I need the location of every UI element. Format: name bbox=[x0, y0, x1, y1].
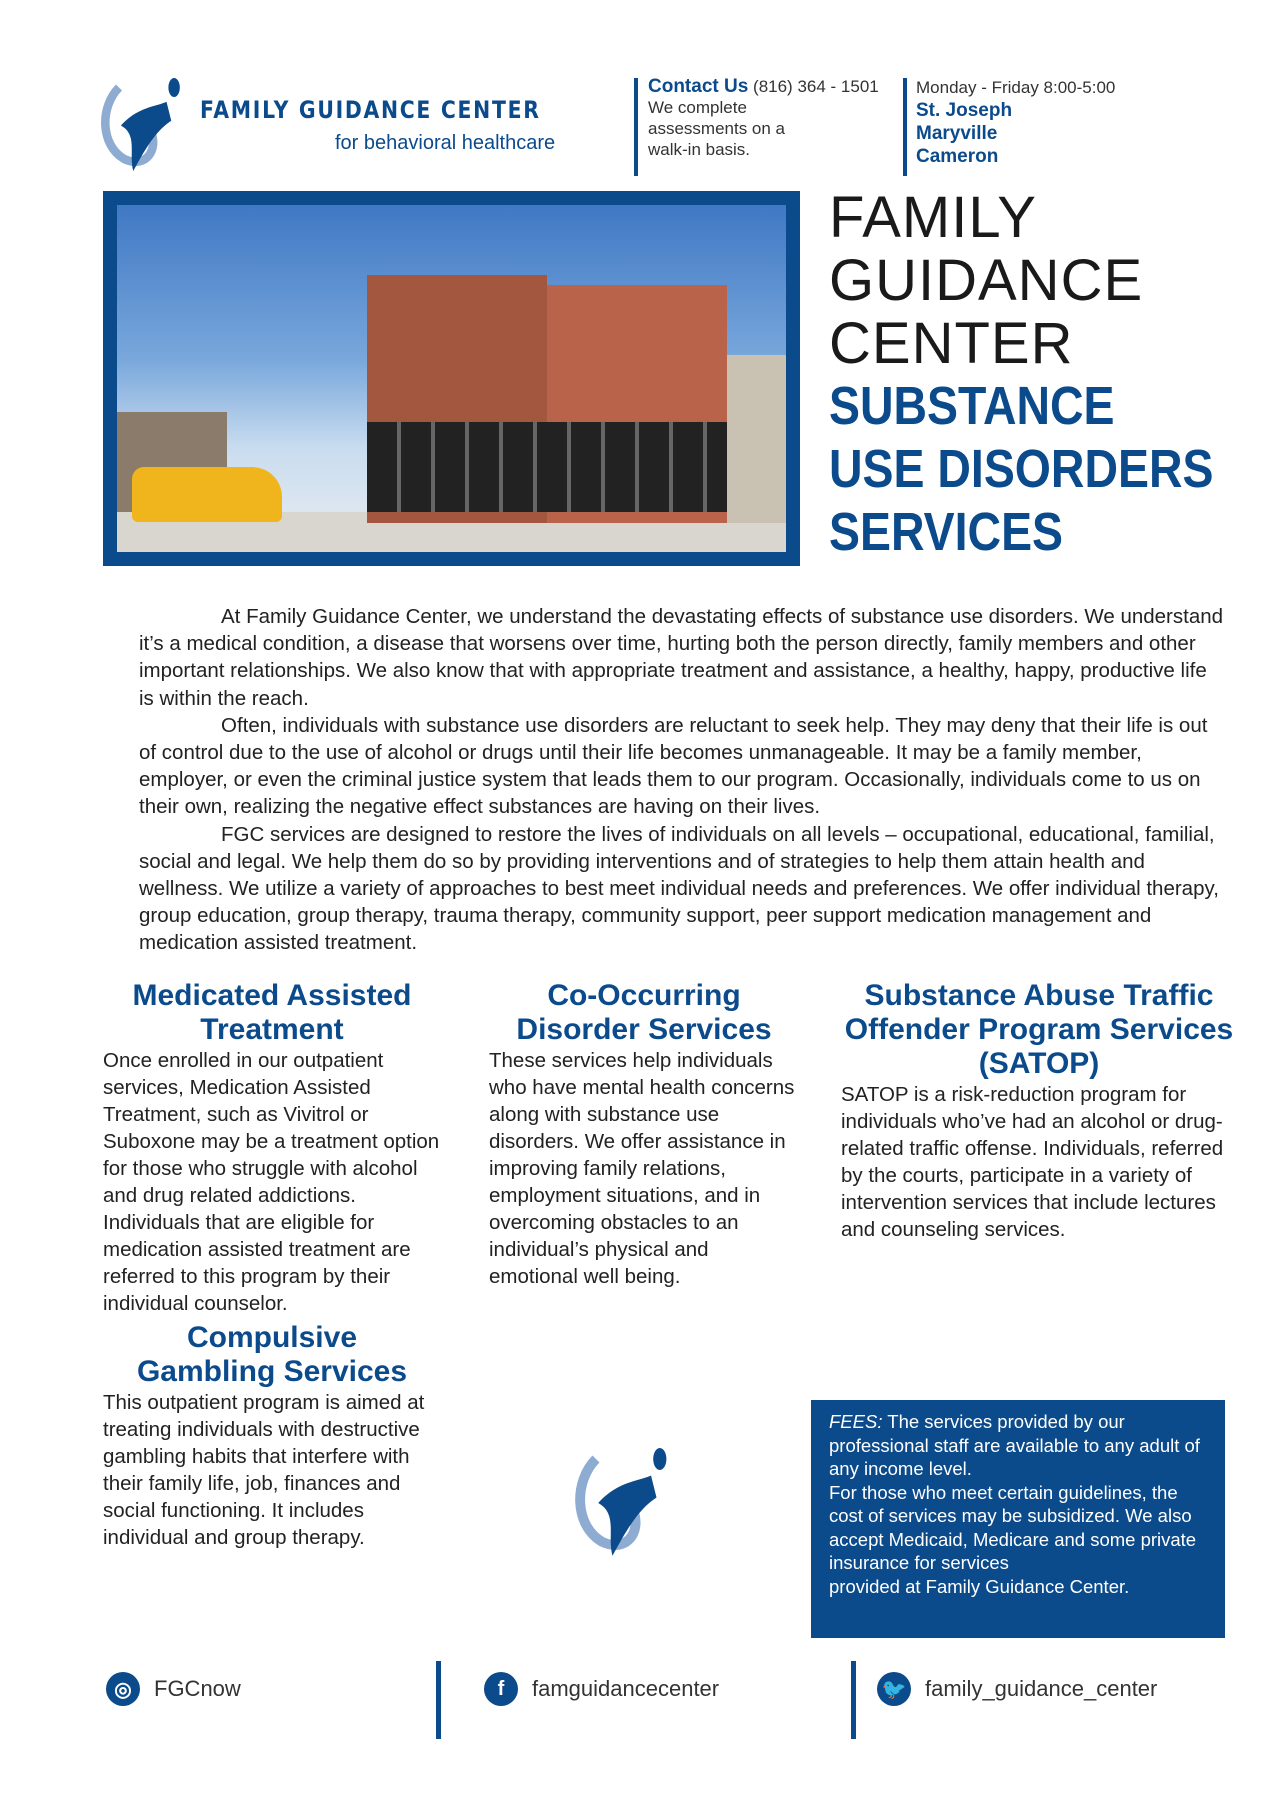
building-photo-frame bbox=[103, 191, 800, 566]
logo-title: FAMILY GUIDANCE CENTER bbox=[200, 96, 541, 124]
service-title: Medicated Assisted Treatment bbox=[132, 978, 412, 1046]
title-line: FAMILY bbox=[829, 185, 1037, 250]
logo-subtitle: for behavioral healthcare bbox=[335, 132, 556, 154]
paragraph: At Family Guidance Center, we understand the devastating effects of substance use disorders. We understand it’s a medical condition, a disease that worsens over time, hurting both the person directly, family members and other important relationships. We also know that with appropriate treatment and assistance, a healthy, happy, productive life is within the reach. bbox=[139, 605, 1224, 710]
title-line: GUIDANCE bbox=[829, 248, 1144, 313]
logo-icon bbox=[574, 1448, 684, 1558]
intro-text bbox=[139, 603, 1224, 957]
services-left-column bbox=[103, 979, 441, 1551]
title-line: CENTER bbox=[829, 311, 1074, 376]
location: Maryville bbox=[916, 123, 998, 144]
service-title: Co-Occurring Disorder Services bbox=[516, 978, 772, 1046]
service-body: These services help individuals who have mental health concerns along with substance use disorders. We offer assistance in improving family relations, employment situations, and in overcoming obstacles to an individual’s physical and emotional well being. bbox=[489, 1048, 795, 1288]
paragraph: Often, individuals with substance use disorders are reluctant to seek help. They may deny that their life is out of control due to the use of alcohol or drugs until their life becomes unmanageable. It may be a family member, employer, or even the criminal justice system that leads them to our program. Occasionally, individuals come to us on their own, realizing the negative effect substances are having on their lives. bbox=[139, 713, 1208, 819]
walkin-note: We complete assessments on a walk-in basis. bbox=[648, 98, 786, 159]
instagram-link[interactable] bbox=[106, 1672, 241, 1706]
fees-label: FEES: bbox=[829, 1411, 883, 1432]
twitter-icon: 🐦 bbox=[877, 1672, 911, 1706]
fees-text: The services provided by our professional staff are available to any adult of any income level. bbox=[829, 1411, 1200, 1479]
divider bbox=[851, 1661, 856, 1739]
service-mat bbox=[103, 979, 441, 1317]
twitter-link[interactable] bbox=[877, 1672, 1157, 1706]
subtitle-line: SERVICES bbox=[829, 502, 1064, 562]
instagram-handle: FGCnow bbox=[154, 1676, 241, 1701]
paragraph: FGC services are designed to restore the lives of individuals on all levels – occupational, educational, familial, social and legal. We help them do so by providing interventions and of strategies to help them attain health and wellness. We utilize a variety of approaches to best meet individual needs and preferences. We offer individual therapy, group education, group therapy, trauma therapy, community support, peer support medication management and medication assisted treatment. bbox=[139, 822, 1219, 955]
building-photo bbox=[117, 205, 786, 552]
service-title: Compulsive Gambling Services bbox=[136, 1320, 408, 1388]
contact-info bbox=[648, 76, 898, 160]
divider bbox=[634, 78, 638, 176]
facebook-handle: famguidancecenter bbox=[532, 1676, 720, 1701]
divider bbox=[903, 78, 907, 176]
hours: Monday - Friday 8:00-5:00 bbox=[916, 78, 1116, 97]
service-body: SATOP is a risk-reduction program for individuals who’ve had an alcohol or drug-related traffic offense. Individuals, referred by the courts, participate in a variety of intervention services that include lectures and counseling services. bbox=[841, 1082, 1224, 1241]
divider bbox=[436, 1661, 441, 1739]
location: St. Joseph bbox=[916, 100, 1013, 121]
page-title bbox=[829, 186, 1276, 564]
contact-label: Contact Us bbox=[648, 76, 749, 97]
service-body: Once enrolled in our outpatient services, Medication Assisted Treatment, such as Vivitrol or Suboxone may be a treatment option for those who struggle with alcohol and drug related addictions. Individuals that are eligible for medication assisted treatment are referred to this program by their individual counselor. bbox=[103, 1048, 440, 1315]
subtitle-line: SUBSTANCE bbox=[829, 376, 1115, 436]
facebook-icon: f bbox=[484, 1672, 518, 1706]
hours-locations bbox=[916, 76, 1115, 168]
logo-icon bbox=[100, 78, 195, 173]
instagram-icon: ◎ bbox=[106, 1672, 140, 1706]
phone-number[interactable]: (816) 364 - 1501 bbox=[753, 77, 879, 96]
fees-text: For those who meet certain guidelines, the cost of services may be subsidized. We also accept Medicaid, Medicare and some private insurance for services bbox=[829, 1481, 1197, 1573]
service-body: This outpatient program is aimed at treating individuals with destructive gambling habits that interfere with their family life, job, finances and social functioning. It includes individual and group therapy. bbox=[103, 1390, 425, 1549]
fees-text: provided at Family Guidance Center. bbox=[829, 1575, 1130, 1597]
service-title: Substance Abuse Traffic Offender Program Services (SATOP) bbox=[844, 978, 1234, 1080]
twitter-handle: family_guidance_center bbox=[925, 1676, 1158, 1701]
facebook-link[interactable] bbox=[484, 1672, 719, 1706]
location: Cameron bbox=[916, 146, 999, 167]
subtitle-line: USE DISORDERS bbox=[829, 439, 1214, 499]
service-gambling bbox=[103, 1321, 441, 1551]
fees-box bbox=[811, 1400, 1225, 1638]
